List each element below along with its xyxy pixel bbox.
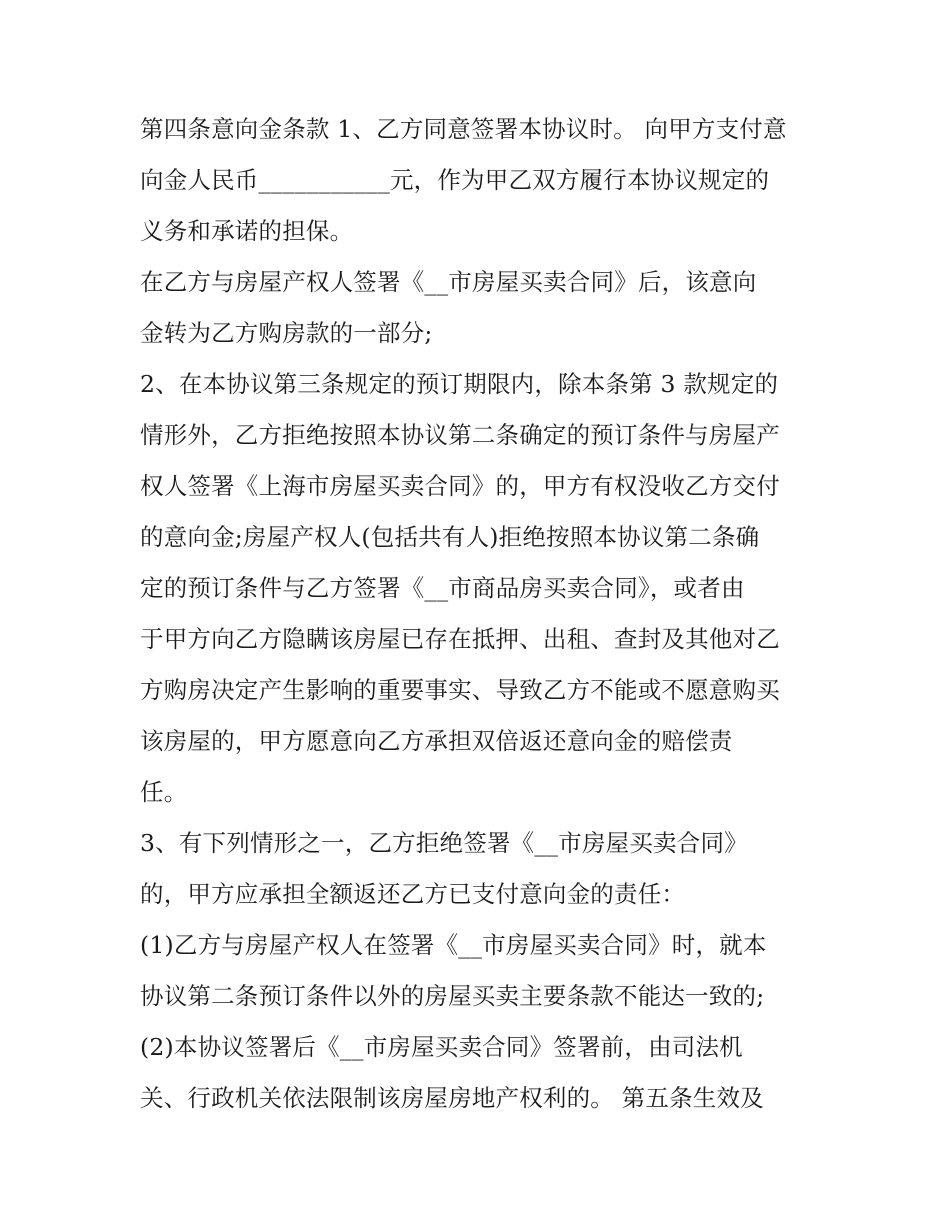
text-line: 向金人民币___________元，作为甲乙双方履行本协议规定的: [140, 166, 770, 194]
text-line: 的，甲方应承担全额返还乙方已支付意向金的责任：: [140, 880, 686, 908]
text-line: 3、有下列情形之一，乙方拒绝签署《__市房屋买卖合同》: [140, 829, 748, 857]
text-line: 的意向金;房屋产权人(包括共有人)拒绝按照本协议第二条确: [140, 523, 760, 551]
text-line: (2)本协议签署后《__市房屋买卖合同》签署前，由司法机: [140, 1033, 743, 1061]
text-line: 关、行政机关依法限制该房屋房地产权利的。 第五条生效及: [140, 1084, 764, 1112]
text-line: 定的预订条件与乙方签署《__市商品房买卖合同》，或者由: [140, 574, 745, 602]
text-line: 方购房决定产生影响的重要事实、导致乙方不能或不愿意购买: [140, 676, 780, 704]
text-line: 金转为乙方购房款的一部分;: [140, 319, 433, 347]
text-line: 权人签署《上海市房屋买卖合同》的，甲方有权没收乙方交付: [140, 472, 780, 500]
text-line: (1)乙方与房屋产权人在签署《__市房屋买卖合同》时，就本: [140, 931, 767, 959]
text-line: 义务和承诺的担保。: [140, 217, 354, 245]
text-line: 任。: [140, 778, 188, 806]
text-line: 2、在本协议第三条规定的预订期限内，除本条第 3 款规定的: [140, 370, 779, 398]
text-line: 协议第二条预订条件以外的房屋买卖主要条款不能达一致的;: [140, 982, 765, 1010]
text-line: 情形外，乙方拒绝按照本协议第二条确定的预订条件与房屋产: [140, 421, 780, 449]
text-line: 该房屋的，甲方愿意向乙方承担双倍返还意向金的赔偿责: [140, 727, 733, 755]
text-line: 第四条意向金条款 1、乙方同意签署本协议时。 向甲方支付意: [140, 115, 787, 143]
text-line: 于甲方向乙方隐瞒该房屋已存在抵押、出租、查封及其他对乙: [140, 625, 780, 653]
text-line: 在乙方与房屋产权人签署《__市房屋买卖合同》后，该意向: [140, 268, 757, 296]
document-body: [140, 110, 820, 1130]
